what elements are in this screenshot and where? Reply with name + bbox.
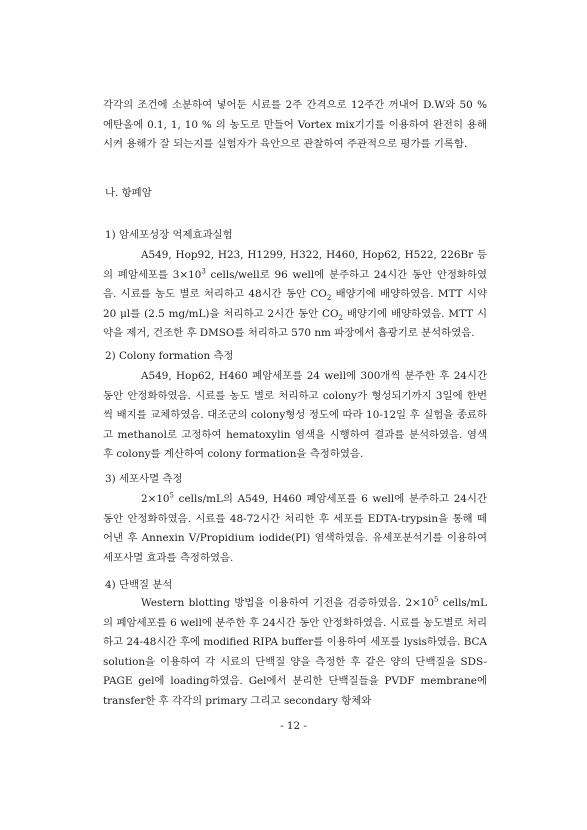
section-heading: 나. 항폐암 [105, 187, 152, 199]
subsection-2-title: 2) Colony formation 측정 [105, 350, 234, 362]
subsection-1-body: A549, Hop92, H23, H1299, H322, H460, Hop62, H522, 226Br 등의 폐암세포를 $3\times 10^3$ cells/well로 96 well에 분주하고 24시간 동안 안정화하였음. 시료를 농도 별로 처리하고 48시간 동안 $CO_2$ 배양기에 배양하였음. MTT 시약 20 μl를 (2.5 mg/mL)을 처리하고 2시간 동안 $CO_2$ 배양기에 배양하였음. MTT 시약을 제거, 건조한 후 DMSO를 처리하고 570 nm 파장에서 흡광기로 분석하였음. [103, 249, 487, 339]
subsection-2-body: A549, Hop62, H460 폐암세포를 24 well에 300개씩 분주한 후 24시간 동안 안정화하였음. 시료를 농도 별로 처리하고 colony가 형성되기까지 3일에 한번씩 배지를 교체하였음. 대조군의 colony형성 정도에 따라 10-12일 후 실험을 종료하고 methanol로 고정하여 hematoxylin 염색을 시행하여 결과를 분석하였음. 염색 후 colony를 계산하여 colony formation을 측정하였음. [103, 370, 487, 460]
subsection-3-body: $2\times 10^5$ cells/mL의 A549, H460 폐암세포를 6 well에 분주하고 24시간 동안 안정화하였음. 시료를 48-72시간 처리한 후 세포를 EDTA-trypsin을 통해 떼어낸 후 Annexin V/Propidium iodide(PI) 염색하였음. 유세포분석기를 이용하여 세포사멸 효과를 측정하였음. [103, 491, 487, 564]
subsection-4-title: 4) 단백질 분석 [105, 579, 173, 591]
subsection-1-title: 1) 암세포성장 억제효과실험 [105, 229, 233, 241]
intro-paragraph [103, 96, 487, 155]
intro-text: 각각의 조건에 소분하여 넣어둔 시료를 2주 간격으로 12주간 꺼내어 D.W와 50 % 에탄올에 0.1, 1, 10 % 의 농도로 만들어 Vortex mix기기를 이용하여 완전히 용해시켜 용해가 잘 되는지를 실험자가 육안으로 관찰하여 주관적으로 평가를 기록함. [103, 99, 487, 150]
subsection-4-body: Western blotting 방법을 이용하여 기전을 검증하였음. $2\times 10^5$ cells/mL의 폐암세포를 6 well에 분주한 후 24시간 동안 안정화하였음. 시료를 농도별로 처리하고 24-48시간 후에 modified RIPA buffer를 이용하여 세포를 lysis하였음. BCA solution을 이용하여 각 시료의 단백질 양을 측정한 후 같은 양의 단백질을 SDS-PAGE gel에 loading하였음. Gel에서 분리한 단백질들을 PVDF membrane에 transfer한 후 각각의 primary 그리고 secondary 항체와 [103, 595, 487, 707]
subsection-3-title: 3) 세포사멸 측정 [105, 473, 183, 485]
page-number: - 12 - [280, 720, 307, 732]
